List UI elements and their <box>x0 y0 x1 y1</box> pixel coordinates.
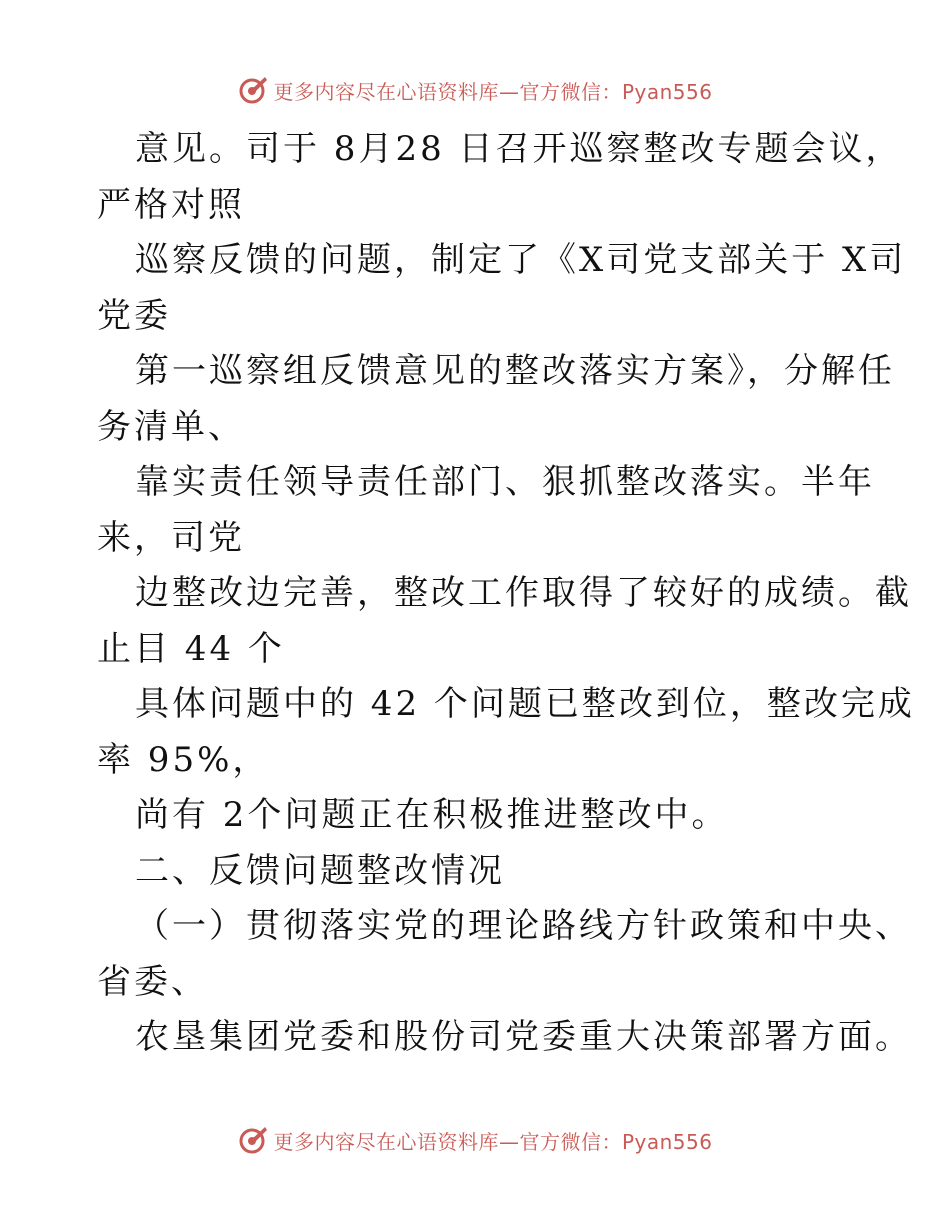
body-line: 止目 44 个 <box>97 628 285 669</box>
pen-logo-icon <box>237 1124 269 1156</box>
body-line: 严格对照 <box>97 184 245 225</box>
body-line: 率 95%， <box>97 739 270 780</box>
body-line: 党委 <box>97 295 171 336</box>
document-body <box>97 122 915 1066</box>
body-line: 靠实责任领导责任部门、狠抓整改落实。半年 <box>135 462 875 502</box>
body-line: 农垦集团党委和股份司党委重大决策部署方面。 <box>135 1017 912 1057</box>
body-line: 第一巡察组反馈意见的整改落实方案》，分解任 <box>135 351 895 391</box>
header-banner <box>0 72 950 108</box>
footer-banner-text: 更多内容尽在心语资料库—官方微信：Pyan556 <box>273 1129 713 1154</box>
body-line: 意见。司于 8月28 日召开巡察整改专题会议， <box>135 129 903 169</box>
body-line: 巡察反馈的问题，制定了《X司党支部关于 X司 <box>135 240 907 280</box>
body-line: 省委、 <box>97 961 208 1002</box>
body-line: 来，司党 <box>97 517 245 558</box>
body-line: 尚有 2个问题正在积极推进整改中。 <box>135 795 729 835</box>
section-heading: 二、反馈问题整改情况 <box>135 850 505 891</box>
pen-logo-icon <box>237 74 269 106</box>
body-line: 边整改边完善，整改工作取得了较好的成绩。截 <box>135 573 912 613</box>
footer-banner <box>0 1122 950 1158</box>
body-line: 具体问题中的 42 个问题已整改到位，整改完成 <box>135 684 915 724</box>
body-line: 务清单、 <box>97 406 245 447</box>
header-banner-text: 更多内容尽在心语资料库—官方微信：Pyan556 <box>273 79 713 104</box>
body-line: （一）贯彻落实党的理论路线方针政策和中央、 <box>135 906 912 946</box>
